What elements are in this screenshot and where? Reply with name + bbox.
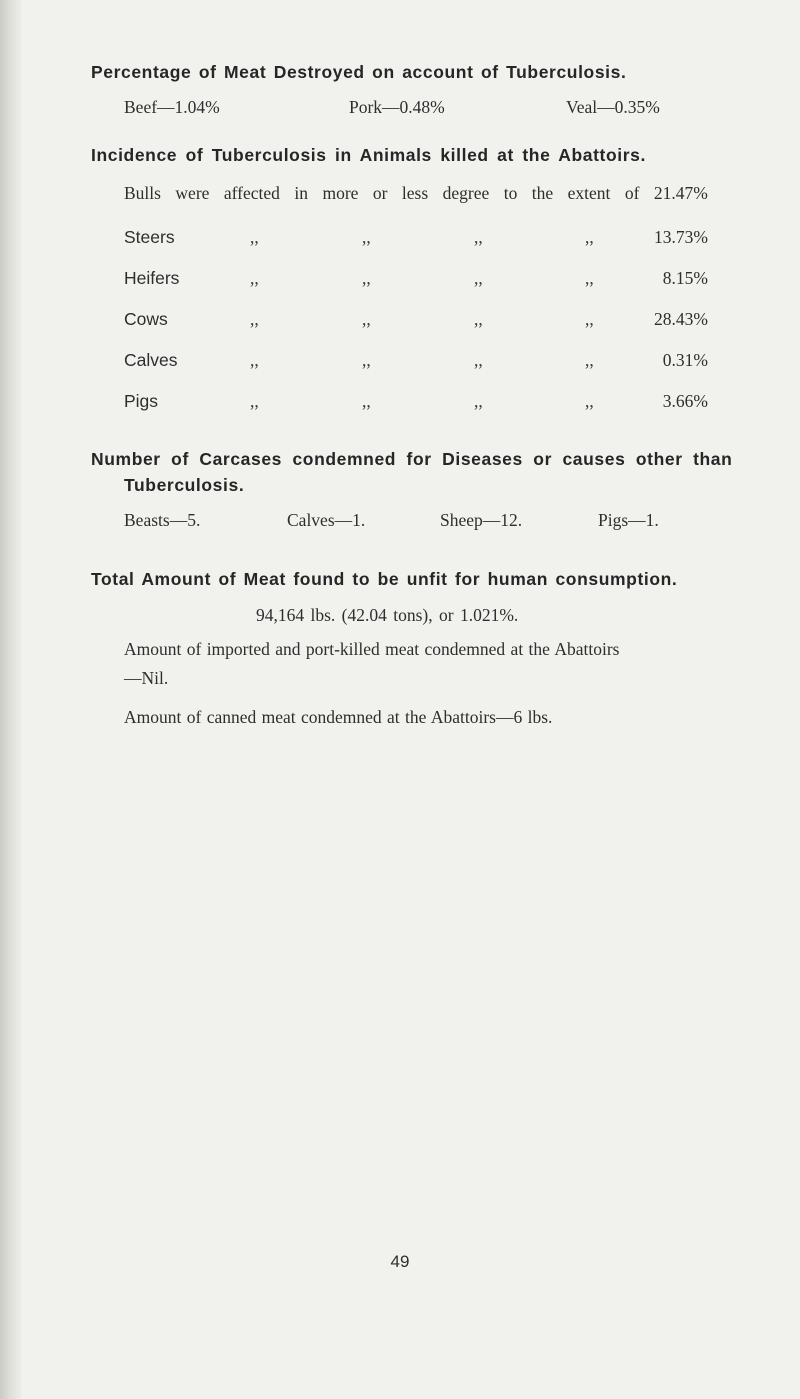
animal-percentage: 3.66% [662,391,708,411]
ditto-mark: ,, [585,391,594,411]
animal-percentage: 13.73% [654,227,708,247]
sheep-condemned: Sheep—12. [440,510,523,530]
ditto-mark: ,, [362,391,371,411]
ditto-mark: ,, [474,268,483,288]
bulls-incidence-line [124,183,708,204]
ditto-mark: ,, [474,391,483,411]
ditto-mark: ,, [250,350,259,370]
incidence-heading: Incidence of Tuberculosis in Animals killed at the Abattoirs. [91,145,646,165]
bulls-word: were [175,183,210,203]
ditto-mark: ,, [362,309,371,329]
ditto-mark: ,, [250,268,259,288]
ditto-mark: ,, [474,227,483,247]
bulls-word: the [531,183,554,203]
animal-label: Calves [124,350,178,370]
ditto-mark: ,, [474,350,483,370]
bulls-word: affected [223,183,280,203]
imported-meat-line: Amount of imported and port-killed meat condemned at the Abattoirs [124,639,620,659]
ditto-mark: ,, [362,268,371,288]
carcases-condemned-heading-continued: Tuberculosis. [124,475,245,495]
animal-percentage: 8.15% [662,268,708,288]
veal-percentage: Veal—0.35% [566,97,660,117]
bulls-word: less [401,183,429,203]
pigs-condemned: Pigs—1. [598,510,659,530]
animal-label: Pigs [124,391,159,411]
ditto-mark: ,, [362,227,371,247]
animal-percentage: 0.31% [662,350,708,370]
bulls-word: Bulls [124,183,161,203]
page-number: 49 [390,1252,410,1271]
carcases-condemned-heading: Number of Carcases condemned for Diseases or causes other than [91,449,733,469]
ditto-mark: ,, [585,227,594,247]
ditto-mark: ,, [250,391,259,411]
bulls-word: of [624,183,640,203]
ditto-mark: ,, [362,350,371,370]
ditto-mark: ,, [474,309,483,329]
calves-condemned: Calves—1. [287,510,366,530]
bulls-word: degree [442,183,490,203]
ditto-mark: ,, [585,309,594,329]
imported-meat-result: —Nil. [124,668,169,688]
page-edge-shadow [0,0,22,1399]
animal-label: Cows [124,309,168,329]
animal-percentage: 28.43% [654,309,708,329]
bulls-word: or [372,183,388,203]
beef-percentage: Beef—1.04% [124,97,220,117]
beasts-condemned: Beasts—5. [124,510,201,530]
ditto-mark: ,, [250,227,259,247]
total-unfit-amount: 94,164 lbs. (42.04 tons), or 1.021%. [256,605,519,625]
ditto-mark: ,, [585,350,594,370]
ditto-mark: ,, [585,268,594,288]
canned-meat-line: Amount of canned meat condemned at the Abattoirs—6 lbs. [124,707,553,727]
ditto-mark: ,, [250,309,259,329]
animal-label: Heifers [124,268,180,288]
meat-destroyed-heading: Percentage of Meat Destroyed on account of Tuberculosis. [91,62,627,82]
bulls-percentage: 21.47% [653,183,708,203]
animal-label: Steers [124,227,175,247]
bulls-word: to [503,183,518,203]
bulls-word: extent [567,183,611,203]
bulls-word: in [294,183,308,203]
total-unfit-heading: Total Amount of Meat found to be unfit for human consumption. [91,569,678,589]
bulls-word: more [322,183,359,203]
pork-percentage: Pork—0.48% [349,97,445,117]
